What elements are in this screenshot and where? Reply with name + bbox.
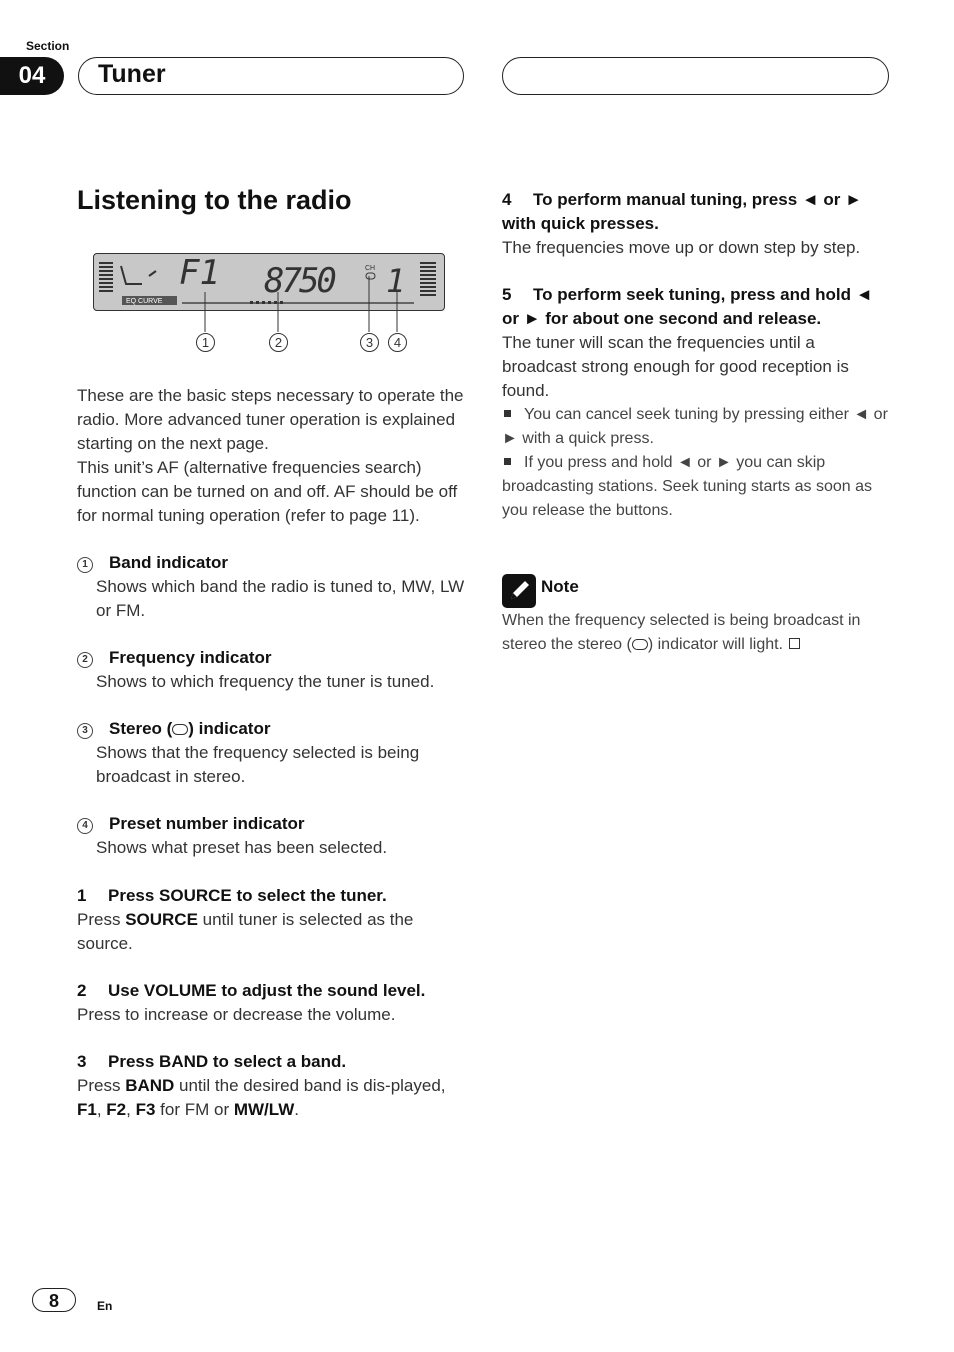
step-4-desc: The frequencies move up or down step by step. bbox=[502, 238, 861, 257]
step-5-title: To perform seek tuning, press and hold ◄ or ► for about one second and release. bbox=[502, 285, 873, 328]
callout-4: 4 bbox=[388, 333, 407, 352]
step-3-desc: Press BAND until the desired band is dis-played, F1, F2, F3 for FM or MW/LW. bbox=[77, 1076, 446, 1119]
step-2-desc: Press to increase or decrease the volume. bbox=[77, 1005, 396, 1024]
note-body: When the frequency selected is being broadcast in stereo the stereo ( ) indicator will light. bbox=[502, 612, 861, 653]
step-5-desc: The tuner will scan the frequencies until a broadcast strong enough for good reception is found. bbox=[502, 333, 849, 400]
indicator-3-desc: Shows that the frequency selected is being broadcast in stereo. bbox=[96, 743, 420, 786]
intro-paragraph-1: These are the basic steps necessary to operate the radio. More advanced tuner operation is explained starting on the next page. bbox=[77, 386, 464, 453]
callout-3: 3 bbox=[360, 333, 379, 352]
indicator-2-desc: Shows to which frequency the tuner is tuned. bbox=[96, 672, 435, 691]
indicator-1-desc: Shows which band the radio is tuned to, MW, LW or FM. bbox=[96, 577, 465, 620]
indicator-1-title: Band indicator bbox=[109, 553, 229, 572]
indicator-4-title: Preset number indicator bbox=[109, 814, 305, 833]
page-title: Listening to the radio bbox=[77, 185, 352, 215]
band-readout: F1 bbox=[179, 254, 220, 293]
stereo-icon bbox=[632, 639, 648, 650]
step-2: 2 Use VOLUME to adjust the sound level. Press to increase or decrease the volume. bbox=[77, 979, 467, 1027]
step-3: 3 Press BAND to select a band. Press BAND until the desired band is dis-played, F1, F2, F3 for FM or MW/LW. bbox=[77, 1050, 467, 1122]
step-3-title: Press BAND to select a band. bbox=[108, 1052, 347, 1071]
frequency-readout: 8750 bbox=[264, 261, 334, 301]
end-mark-icon bbox=[789, 638, 800, 649]
step-5: 5 To perform seek tuning, press and hold ◄ or ► for about one second and release. The tuner will scan the frequencies until a broadcast strong enough for good reception is found. You can cancel seek tuning by pressing either ◄ or ► with a quick press. If you press and hold ◄ or ► you can skip broadcasting stations. Seek tuning starts as soon as you release the buttons. bbox=[502, 283, 894, 523]
eq-curve-label: EQ CURVE bbox=[126, 298, 163, 305]
indicator-1: 1 Band indicator Shows which band the radio is tuned to, MW, LW or FM. bbox=[77, 551, 467, 623]
callout-1: 1 bbox=[196, 333, 215, 352]
stereo-icon bbox=[172, 724, 188, 735]
left-column bbox=[77, 384, 467, 1122]
section-title: Tuner bbox=[98, 60, 166, 88]
preset-readout: 1 bbox=[386, 262, 406, 300]
indicator-3-title-b: ) indicator bbox=[188, 719, 271, 738]
page-number: 8 bbox=[32, 1288, 76, 1312]
bullet-square-icon bbox=[504, 458, 511, 465]
step-1-title: Press SOURCE to select the tuner. bbox=[108, 886, 387, 905]
step-1-desc: Press SOURCE until tuner is selected as the source. bbox=[77, 910, 414, 953]
indicator-3: 3 Stereo ( ) indicator Shows that the frequency selected is being broadcast in stereo. bbox=[77, 717, 467, 789]
step-5-bullet-1: You can cancel seek tuning by pressing either ◄ or ► with a quick press. bbox=[502, 406, 888, 447]
right-column bbox=[502, 188, 894, 523]
ch-label: CH bbox=[365, 265, 376, 272]
callout-2: 2 bbox=[269, 333, 288, 352]
bullet-square-icon bbox=[504, 410, 511, 417]
indicator-4-desc: Shows what preset has been selected. bbox=[96, 838, 388, 857]
intro-paragraph-2: This unit’s AF (alternative frequencies search) function can be turned on and off. AF should be off for normal tuning operation (refer to page 11). bbox=[77, 458, 458, 525]
step-4-title: To perform manual tuning, press ◄ or ► with quick presses. bbox=[502, 190, 862, 233]
step-1: 1 Press SOURCE to select the tuner. Press SOURCE until tuner is selected as the source. bbox=[77, 884, 467, 956]
section-number: 04 bbox=[0, 57, 64, 95]
step-5-bullet-2: If you press and hold ◄ or ► you can skip broadcasting stations. Seek tuning starts as soon as you release the buttons. bbox=[502, 454, 872, 519]
indicator-4: 4 Preset number indicator Shows what preset has been selected. bbox=[77, 812, 467, 860]
language-label: En bbox=[97, 1299, 113, 1313]
step-2-title: Use VOLUME to adjust the sound level. bbox=[108, 981, 426, 1000]
indicator-3-title-a: Stereo ( bbox=[109, 719, 173, 738]
note-label: Note bbox=[541, 577, 579, 596]
indicator-2: 2 Frequency indicator Shows to which frequency the tuner is tuned. bbox=[77, 646, 467, 694]
section-label: Section bbox=[26, 39, 70, 53]
step-4: 4 To perform manual tuning, press ◄ or ► with quick presses. The frequencies move up or down step by step. bbox=[502, 188, 894, 260]
note-pencil-icon bbox=[502, 574, 536, 608]
indicator-2-title: Frequency indicator bbox=[109, 648, 272, 667]
